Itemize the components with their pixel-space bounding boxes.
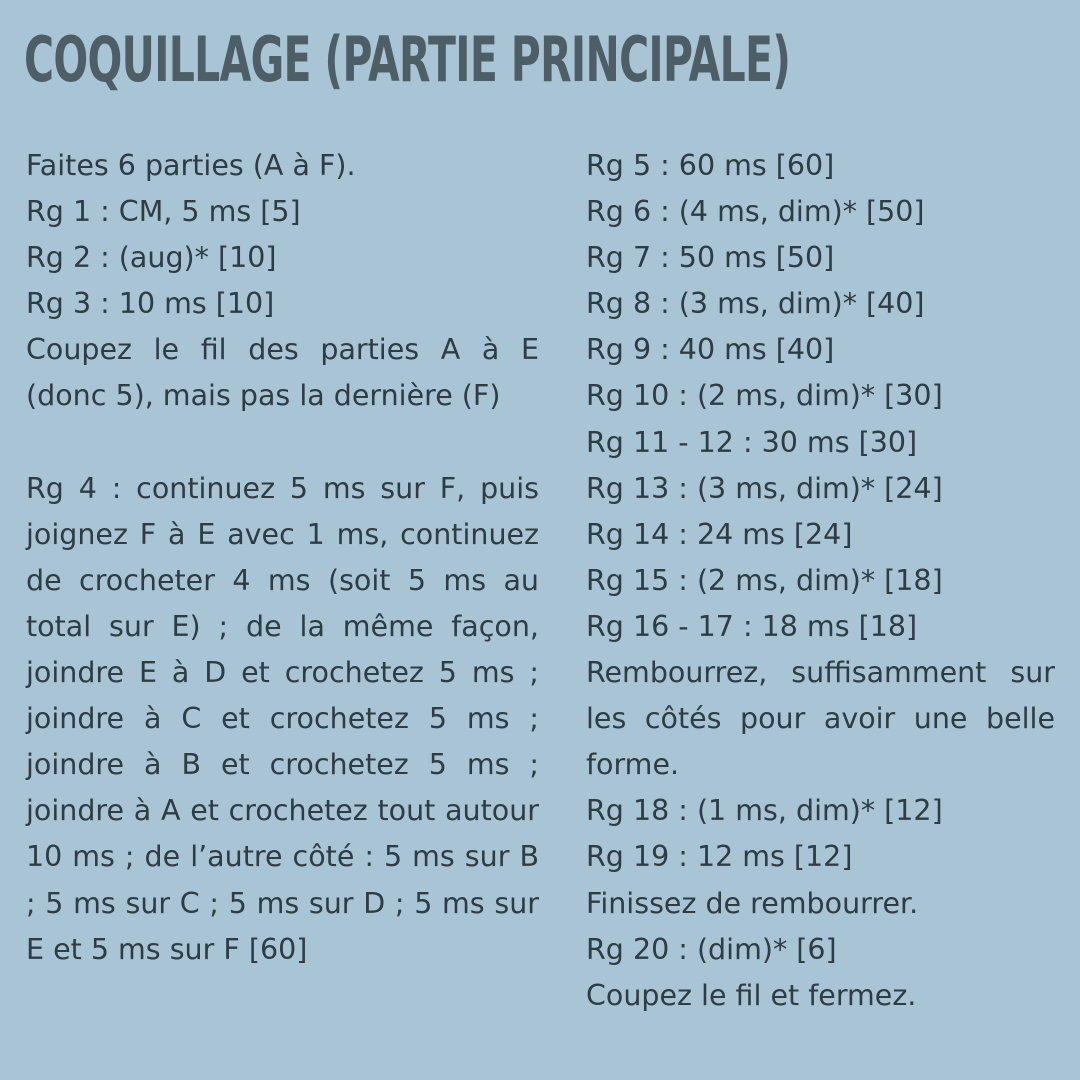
instruction-line: Rg 15 : (2 ms, dim)* [18] xyxy=(586,563,943,597)
instruction-line: Rg 13 : (3 ms, dim)* [24] xyxy=(586,471,943,505)
page-title: COQUILLAGE (PARTIE PRINCIPALE) xyxy=(24,23,791,96)
instruction-line: Rg 16 - 17 : 18 ms [18] xyxy=(586,609,918,643)
instruction-line: Coupez le fil et fermez. xyxy=(586,978,917,1012)
instruction-line: Rg 1 : CM, 5 ms [5] xyxy=(26,195,301,229)
instruction-line: Rg 7 : 50 ms [50] xyxy=(586,241,835,275)
instruction-paragraph: Rembourrez, suffisamment sur les côtés pour avoir une belle forme. xyxy=(586,656,1055,782)
instruction-line: Rg 5 : 60 ms [60] xyxy=(586,149,835,182)
instruction-line: Rg 9 : 40 ms [40] xyxy=(586,333,835,367)
instruction-line: Rg 11 - 12 : 30 ms [30] xyxy=(586,425,918,459)
instruction-line: Faites 6 parties (A à F). xyxy=(26,149,356,182)
instructions-right-column xyxy=(586,143,1055,1019)
instruction-line: Rg 3 : 10 ms [10] xyxy=(26,287,275,321)
instruction-line: Rg 10 : (2 ms, dim)* [30] xyxy=(586,379,943,413)
instruction-line: Rg 6 : (4 ms, dim)* [50] xyxy=(586,195,925,229)
instruction-line: Rg 2 : (aug)* [10] xyxy=(26,241,277,275)
instruction-line: Rg 14 : 24 ms [24] xyxy=(586,517,853,551)
instruction-paragraph: Coupez le fil des parties A à E (donc 5), mais pas la dernière (F) xyxy=(26,333,539,413)
instruction-line: Rg 18 : (1 ms, dim)* [12] xyxy=(586,794,943,828)
instruction-line: Rg 20 : (dim)* [6] xyxy=(586,932,837,966)
instruction-paragraph: Rg 4 : continuez 5 ms sur F, puis joignez F à E avec 1 ms, continuez de crocheter 4 ms (soit 5 ms au total sur E) ; de la même façon, joindre E à D et crochetez 5 ms ; joindre à C et crochetez 5 ms ; joindre à B et crochetez 5 ms ; joindre à A et crochetez tout autour 10 ms ; de l’autre côté : 5 ms sur B ; 5 ms sur C ; 5 ms sur D ; 5 ms sur E et 5 ms sur F [60] xyxy=(26,471,539,966)
paragraph-spacer xyxy=(26,420,539,466)
instruction-line: Rg 19 : 12 ms [12] xyxy=(586,840,853,874)
instruction-line: Rg 8 : (3 ms, dim)* [40] xyxy=(586,287,925,321)
instruction-line: Finissez de rembourrer. xyxy=(586,886,919,920)
instructions-left-column xyxy=(26,143,539,973)
